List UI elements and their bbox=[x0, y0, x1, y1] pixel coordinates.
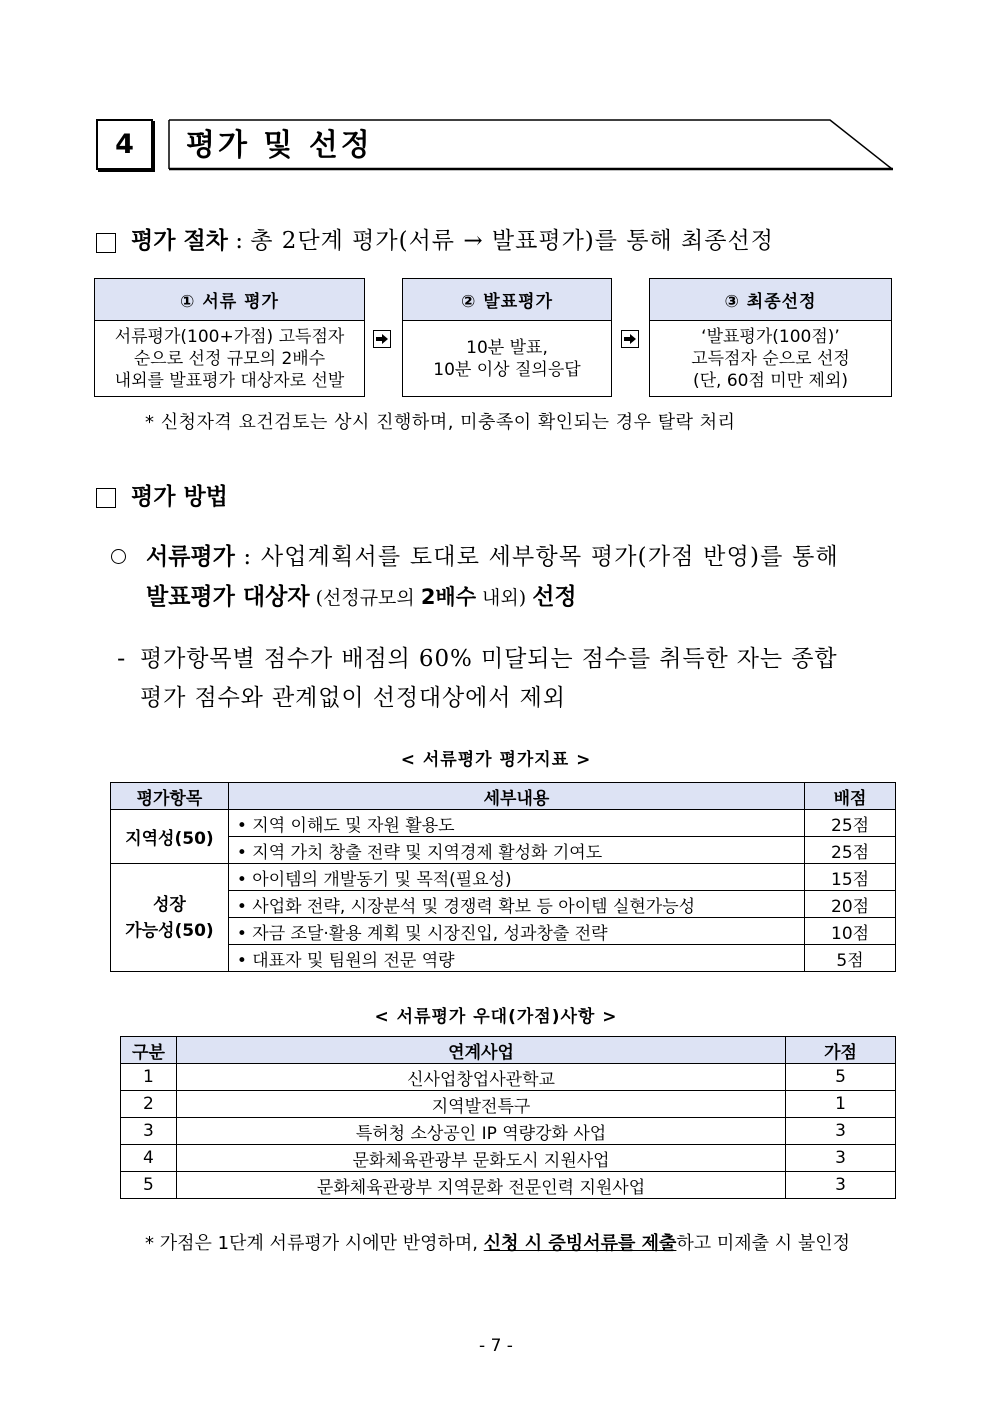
table-row bbox=[111, 837, 896, 864]
no-cell: 2 bbox=[121, 1091, 177, 1118]
method-bullet-mid: (선정규모의 bbox=[309, 587, 421, 609]
step-1-head: ① 서류 평가 bbox=[95, 279, 364, 321]
step-3-body bbox=[650, 321, 891, 396]
method-bullet-bold3: 선정 bbox=[532, 584, 577, 610]
step-2-body bbox=[403, 321, 611, 396]
procedure-label: 평가 절차 bbox=[131, 228, 228, 254]
footnote bbox=[145, 1229, 850, 1255]
step-3-line: (단, 60점 미만 제외) bbox=[692, 370, 849, 391]
table-row bbox=[121, 1118, 896, 1145]
detail-cell: • 사업화 전략, 시장분석 및 경쟁력 확보 등 아이템 실현가능성 bbox=[228, 891, 804, 918]
arrow-right-icon bbox=[373, 330, 391, 348]
method-bullet-line2 bbox=[146, 581, 577, 614]
program-cell: 지역발전특구 bbox=[176, 1091, 785, 1118]
table-row bbox=[111, 891, 896, 918]
step-1-line: 내외를 발표평가 대상자로 선발 bbox=[114, 370, 345, 391]
table-header: 평가항목 bbox=[111, 783, 229, 810]
program-cell: 특허청 소상공인 IP 역량강화 사업 bbox=[176, 1118, 785, 1145]
footnote-post: 하고 미제출 시 불인정 bbox=[676, 1233, 851, 1254]
method-heading bbox=[131, 481, 228, 513]
table-row bbox=[121, 1091, 896, 1118]
no-cell: 3 bbox=[121, 1118, 177, 1145]
table-row bbox=[121, 1172, 896, 1199]
table-row bbox=[111, 945, 896, 972]
category-cell: 지역성(50) bbox=[111, 810, 229, 864]
bonus-points-table bbox=[120, 1036, 896, 1199]
step-3-line: ‘발표평가(100점)’ bbox=[701, 326, 840, 347]
procedure-heading bbox=[131, 225, 774, 257]
score-cell: 5점 bbox=[805, 945, 896, 972]
table-header: 배점 bbox=[805, 783, 896, 810]
category-line: 성장 bbox=[153, 894, 186, 915]
no-cell: 1 bbox=[121, 1064, 177, 1091]
method-bullet-line1 bbox=[146, 541, 839, 573]
table1-caption: < 서류평가 평가지표 > bbox=[400, 750, 592, 770]
step-2-line: 10분 발표, bbox=[466, 337, 548, 358]
program-cell: 신사업창업사관학교 bbox=[176, 1064, 785, 1091]
table-header: 구분 bbox=[121, 1037, 177, 1064]
no-cell: 5 bbox=[121, 1172, 177, 1199]
program-cell: 문화체육관광부 문화도시 지원사업 bbox=[176, 1145, 785, 1172]
procedure-note: * 신청자격 요건검토는 상시 진행하며, 미충족이 확인되는 경우 탈락 처리 bbox=[145, 412, 736, 433]
score-cell: 25점 bbox=[805, 810, 896, 837]
checkbox-icon bbox=[96, 488, 116, 508]
score-cell: 15점 bbox=[805, 864, 896, 891]
points-cell: 1 bbox=[786, 1091, 896, 1118]
table-row bbox=[121, 1064, 896, 1091]
step-1-body bbox=[95, 321, 364, 396]
table-row bbox=[111, 864, 896, 891]
step-3-head: ③ 최종선정 bbox=[650, 279, 891, 321]
table-row bbox=[111, 810, 896, 837]
detail-cell: • 지역 가치 창출 전략 및 지역경제 활성화 기여도 bbox=[228, 837, 804, 864]
table-header-row bbox=[121, 1037, 896, 1064]
table-header: 연계사업 bbox=[176, 1037, 785, 1064]
table-row bbox=[111, 918, 896, 945]
table-row bbox=[121, 1145, 896, 1172]
score-cell: 10점 bbox=[805, 918, 896, 945]
program-cell: 문화체육관광부 지역문화 전문인력 지원사업 bbox=[176, 1172, 785, 1199]
evaluation-criteria-table bbox=[110, 782, 896, 972]
category-cell bbox=[111, 864, 229, 972]
points-cell: 5 bbox=[786, 1064, 896, 1091]
detail-cell: • 대표자 및 팀원의 전문 역량 bbox=[228, 945, 804, 972]
table-header: 가점 bbox=[786, 1037, 896, 1064]
circle-bullet-icon bbox=[111, 549, 126, 564]
section-title: 평가 및 선정 bbox=[186, 128, 373, 163]
procedure-text: 총 2단계 평가(서류 → 발표평가)를 통해 최종선정 bbox=[250, 228, 774, 254]
method-bullet-bold: 발표평가 대상자 bbox=[146, 584, 310, 610]
section-number: 4 bbox=[96, 119, 153, 170]
category-line: 가능성(50) bbox=[125, 920, 214, 941]
step-3-line: 고득점자 순으로 선정 bbox=[691, 348, 850, 369]
table-header-row bbox=[111, 783, 896, 810]
method-bullet-end: 내외) bbox=[476, 587, 533, 609]
table2-caption: < 서류평가 우대(가점)사항 > bbox=[374, 1007, 618, 1027]
points-cell: 3 bbox=[786, 1145, 896, 1172]
score-cell: 20점 bbox=[805, 891, 896, 918]
table-header: 세부내용 bbox=[228, 783, 804, 810]
footnote-emphasis: 신청 시 증빙서류를 제출 bbox=[483, 1233, 677, 1254]
no-cell: 4 bbox=[121, 1145, 177, 1172]
detail-cell: • 아이템의 개발동기 및 목적(필요성) bbox=[228, 864, 804, 891]
score-cell: 25점 bbox=[805, 837, 896, 864]
footnote-pre: * 가점은 1단계 서류평가 시에만 반영하며, bbox=[145, 1233, 484, 1254]
step-1-line: 순으로 선정 규모의 2배수 bbox=[133, 348, 326, 369]
method-dash-line1: 평가항목별 점수가 배점의 60% 미달되는 점수를 취득한 자는 종합 bbox=[140, 646, 838, 672]
page-number: - 7 - bbox=[479, 1336, 513, 1356]
procedure-colon: : bbox=[227, 228, 251, 254]
dash-bullet: - bbox=[117, 646, 126, 672]
step-box-2 bbox=[402, 278, 612, 397]
points-cell: 3 bbox=[786, 1172, 896, 1199]
method-dash-line2: 평가 점수와 관계없이 선정대상에서 제외 bbox=[140, 685, 566, 711]
step-2-head: ② 발표평가 bbox=[403, 279, 611, 321]
step-box-1 bbox=[94, 278, 365, 397]
arrow-right-icon bbox=[621, 330, 639, 348]
checkbox-icon bbox=[96, 233, 116, 253]
points-cell: 3 bbox=[786, 1118, 896, 1145]
method-bullet-text: : 사업계획서를 토대로 세부항목 평가(가점 반영)를 통해 bbox=[234, 544, 839, 570]
step-box-3 bbox=[649, 278, 892, 397]
step-2-line: 10분 이상 질의응답 bbox=[433, 359, 581, 380]
detail-cell: • 자금 조달·활용 계획 및 시장진입, 성과창출 전략 bbox=[228, 918, 804, 945]
detail-cell: • 지역 이해도 및 자원 활용도 bbox=[228, 810, 804, 837]
step-1-line: 서류평가(100+가점) 고득점자 bbox=[114, 326, 345, 347]
method-label: 평가 방법 bbox=[131, 484, 228, 510]
method-bullet-bold2: 2배수 bbox=[420, 585, 476, 609]
method-bullet-label: 서류평가 bbox=[146, 544, 235, 570]
